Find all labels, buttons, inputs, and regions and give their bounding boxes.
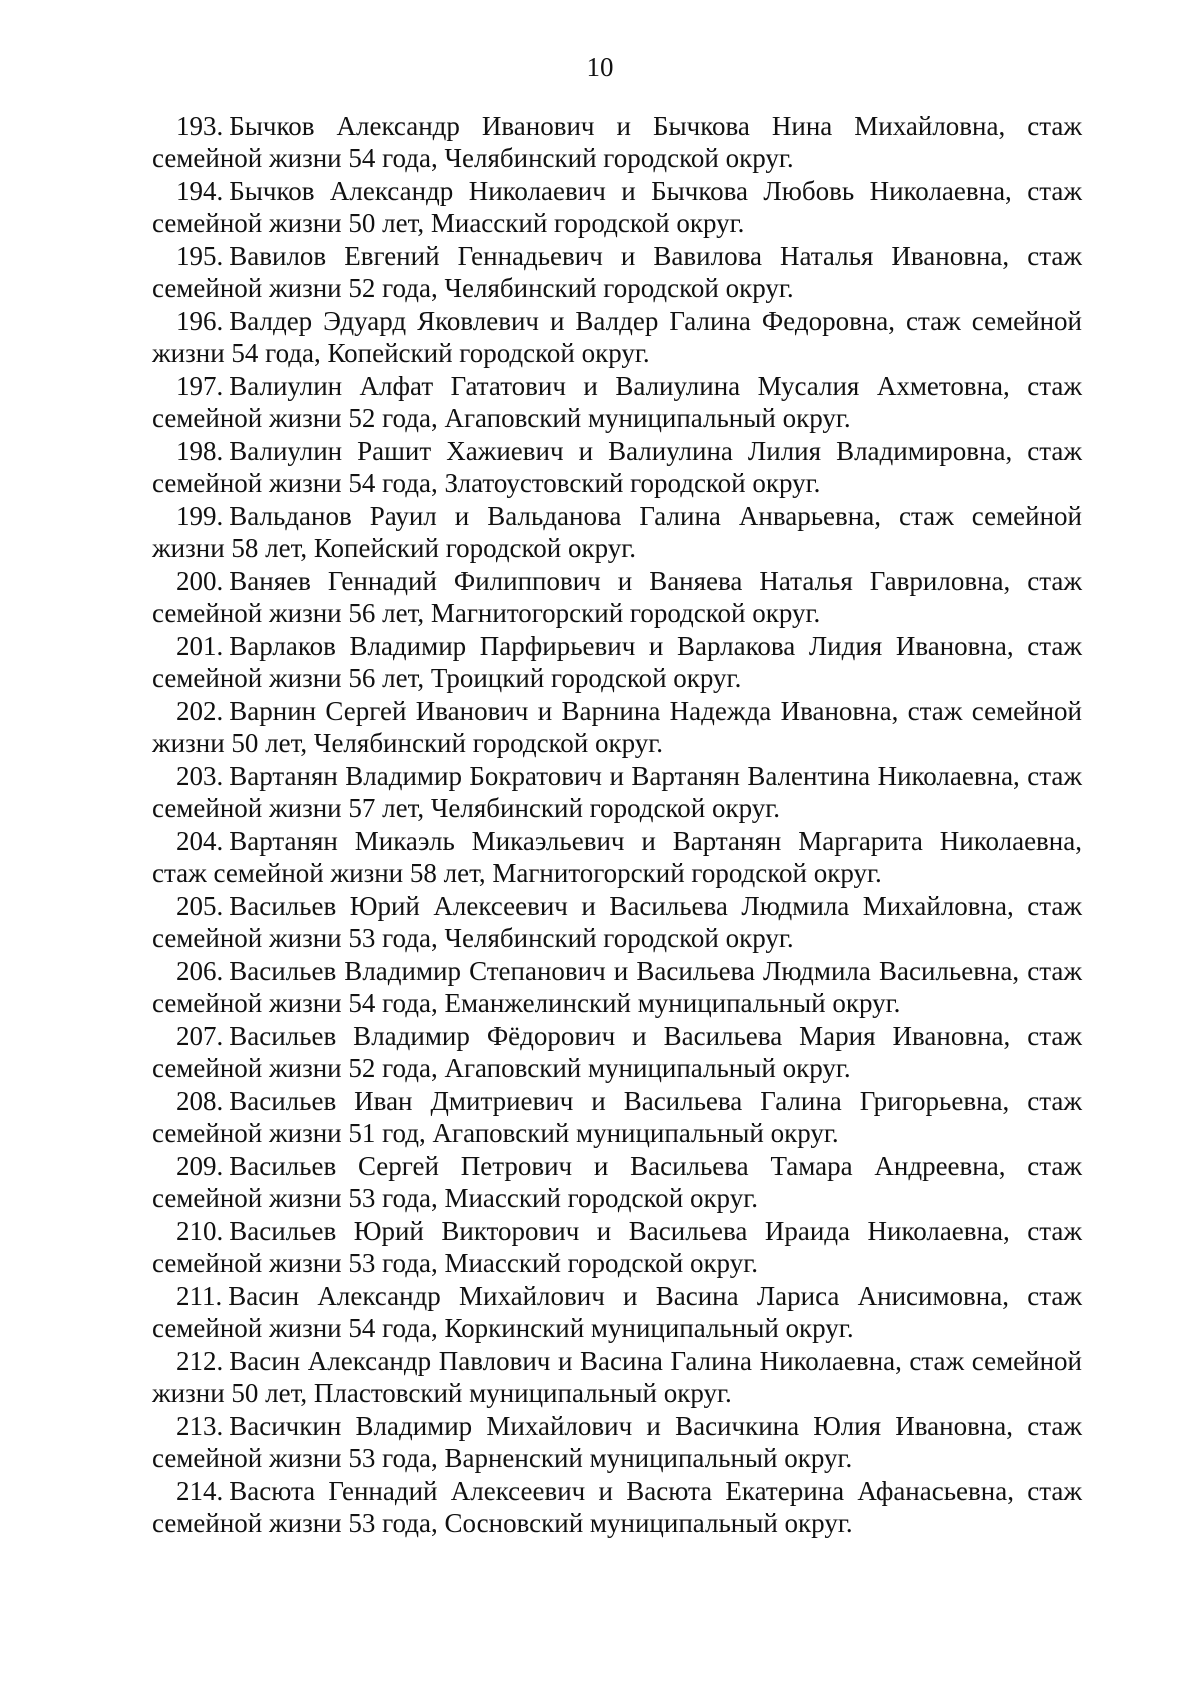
entries-list <box>152 110 1082 1540</box>
entry-number: 211. <box>176 1281 223 1311</box>
list-item <box>152 760 1082 824</box>
entry-number: 197. <box>176 371 224 401</box>
entry-text: Васильев Юрий Алексеевич и Васильева Людмила Михайловна, стаж семейной жизни 53 года, Челябинский городской округ. <box>152 891 1082 953</box>
list-item <box>152 1020 1082 1084</box>
entry-text: Васичкин Владимир Михайлович и Васичкина Юлия Ивановна, стаж семейной жизни 53 года, Варненский муниципальный округ. <box>152 1411 1082 1473</box>
entry-number: 193. <box>176 111 224 141</box>
entry-text: Вавилов Евгений Геннадьевич и Вавилова Наталья Ивановна, стаж семейной жизни 52 года, Челябинский городской округ. <box>152 241 1082 303</box>
entry-text: Вальданов Рауил и Вальданова Галина Анварьевна, стаж семейной жизни 58 лет, Копейский городской округ. <box>152 501 1082 563</box>
entry-number: 208. <box>176 1086 224 1116</box>
entry-text: Вартанян Микаэль Микаэльевич и Вартанян Маргарита Николаевна, стаж семейной жизни 58 лет, Магнитогорский городской округ. <box>152 826 1082 888</box>
entry-text: Васин Александр Михайлович и Васина Лариса Анисимовна, стаж семейной жизни 54 года, Коркинский муниципальный округ. <box>152 1281 1082 1343</box>
entry-text: Васильев Владимир Степанович и Васильева Людмила Васильевна, стаж семейной жизни 54 года, Еманжелинский муниципальный округ. <box>152 956 1082 1018</box>
entry-number: 202. <box>176 696 224 726</box>
entry-text: Варнин Сергей Иванович и Варнина Надежда Ивановна, стаж семейной жизни 50 лет, Челябинский городской округ. <box>152 696 1082 758</box>
list-item <box>152 305 1082 369</box>
entry-number: 204. <box>176 826 224 856</box>
list-item <box>152 695 1082 759</box>
entry-text: Васильев Юрий Викторович и Васильева Ираида Николаевна, стаж семейной жизни 53 года, Миасский городской округ. <box>152 1216 1082 1278</box>
entry-text: Валиулин Алфат Гататович и Валиулина Мусалия Ахметовна, стаж семейной жизни 52 года, Агаповский муниципальный округ. <box>152 371 1082 433</box>
entry-number: 214. <box>176 1476 224 1506</box>
entry-number: 195. <box>176 241 224 271</box>
entry-number: 205. <box>176 891 224 921</box>
entry-text: Васюта Геннадий Алексеевич и Васюта Екатерина Афанасьевна, стаж семейной жизни 53 года, Сосновский муниципальный округ. <box>152 1476 1082 1538</box>
entry-text: Васильев Владимир Фёдорович и Васильева Мария Ивановна, стаж семейной жизни 52 года, Агаповский муниципальный округ. <box>152 1021 1082 1083</box>
entry-number: 194. <box>176 176 224 206</box>
entry-number: 196. <box>176 306 224 336</box>
list-item <box>152 1215 1082 1279</box>
entry-text: Валиулин Рашит Хажиевич и Валиулина Лилия Владимировна, стаж семейной жизни 54 года, Златоустовский городской округ. <box>152 436 1082 498</box>
entry-text: Васин Александр Павлович и Васина Галина Николаевна, стаж семейной жизни 50 лет, Пластовский муниципальный округ. <box>152 1346 1082 1408</box>
list-item <box>152 890 1082 954</box>
entry-text: Валдер Эдуард Яковлевич и Валдер Галина Федоровна, стаж семейной жизни 54 года, Копейский городской округ. <box>152 306 1082 368</box>
entry-number: 201. <box>176 631 224 661</box>
list-item <box>152 240 1082 304</box>
list-item <box>152 1150 1082 1214</box>
list-item <box>152 1475 1082 1539</box>
list-item <box>152 370 1082 434</box>
entry-number: 206. <box>176 956 224 986</box>
list-item <box>152 110 1082 174</box>
entry-text: Васильев Сергей Петрович и Васильева Тамара Андреевна, стаж семейной жизни 53 года, Миасский городской округ. <box>152 1151 1082 1213</box>
entry-number: 209. <box>176 1151 224 1181</box>
list-item <box>152 500 1082 564</box>
entry-text: Бычков Александр Иванович и Бычкова Нина Михайловна, стаж семейной жизни 54 года, Челябинский городской округ. <box>152 111 1082 173</box>
entry-number: 212. <box>176 1346 224 1376</box>
list-item <box>152 565 1082 629</box>
list-item <box>152 825 1082 889</box>
entry-number: 203. <box>176 761 224 791</box>
list-item <box>152 1410 1082 1474</box>
page-number: 10 <box>586 52 614 82</box>
list-item <box>152 955 1082 1019</box>
list-item <box>152 1280 1082 1344</box>
entry-number: 200. <box>176 566 224 596</box>
list-item <box>152 630 1082 694</box>
list-item <box>152 1085 1082 1149</box>
list-item <box>152 1345 1082 1409</box>
entry-number: 210. <box>176 1216 224 1246</box>
list-item <box>152 175 1082 239</box>
entry-text: Васильев Иван Дмитриевич и Васильева Галина Григорьевна, стаж семейной жизни 51 год, Агаповский муниципальный округ. <box>152 1086 1082 1148</box>
entry-text: Вартанян Владимир Бократович и Вартанян Валентина Николаевна, стаж семейной жизни 57 лет, Челябинский городской округ. <box>152 761 1082 823</box>
entry-text: Варлаков Владимир Парфирьевич и Варлакова Лидия Ивановна, стаж семейной жизни 56 лет, Троицкий городской округ. <box>152 631 1082 693</box>
entry-number: 199. <box>176 501 224 531</box>
entry-text: Бычков Александр Николаевич и Бычкова Любовь Николаевна, стаж семейной жизни 50 лет, Миасский городской округ. <box>152 176 1082 238</box>
entry-text: Ваняев Геннадий Филиппович и Ваняева Наталья Гавриловна, стаж семейной жизни 56 лет, Магнитогорский городской округ. <box>152 566 1082 628</box>
entry-number: 198. <box>176 436 224 466</box>
entry-number: 207. <box>176 1021 224 1051</box>
entry-number: 213. <box>176 1411 224 1441</box>
list-item <box>152 435 1082 499</box>
